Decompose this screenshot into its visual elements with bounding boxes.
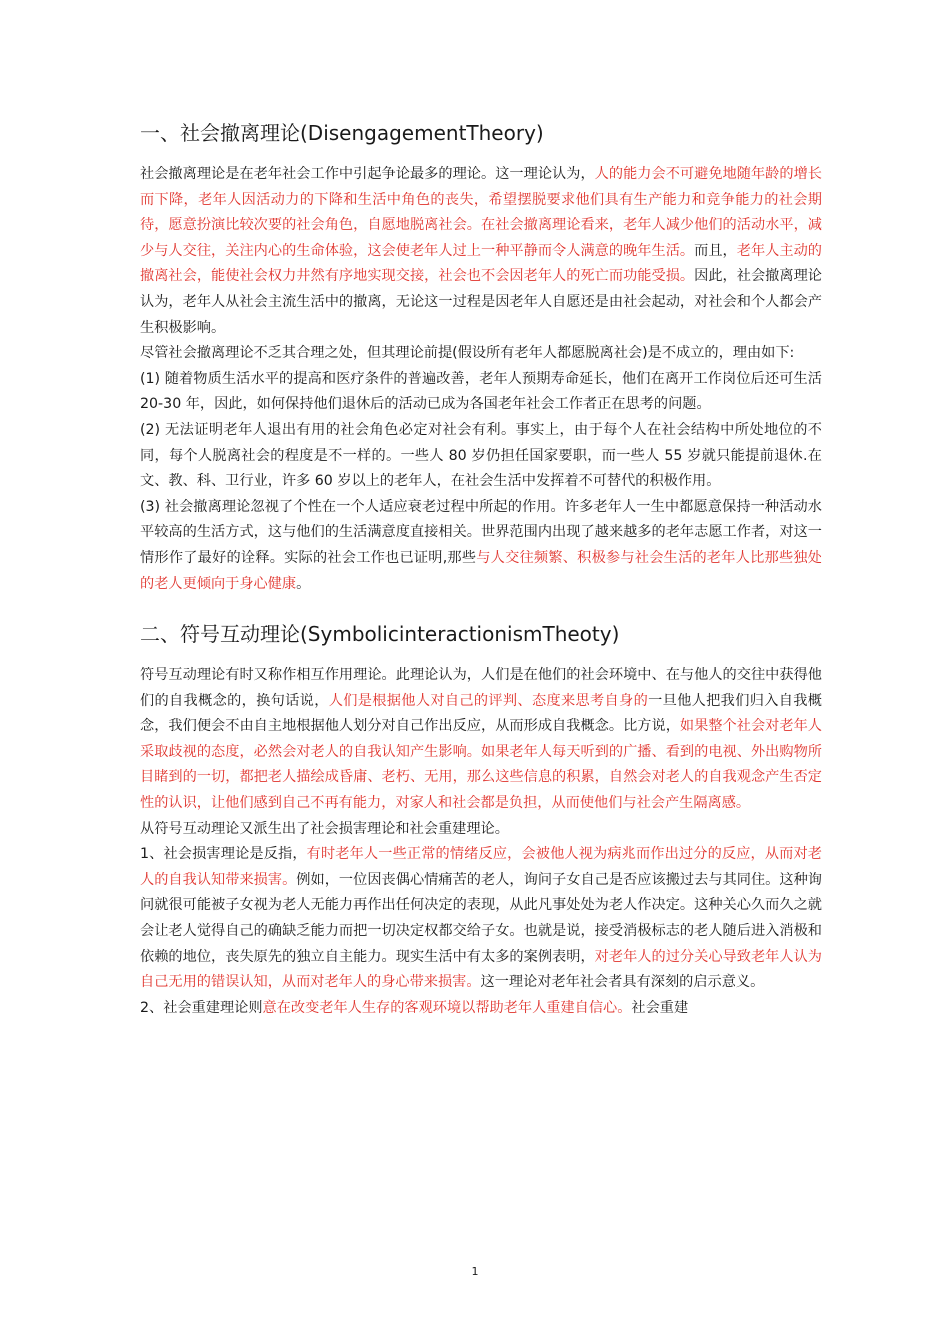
body-text: 1、社会损害理论是反指，: [140, 846, 307, 863]
section2-heading: 二、符号互动理论(SymbolicinteractionismTheoty): [140, 622, 620, 647]
section2-paragraph-2: 从符号互动理论又派生出了社会损害理论和社会重建理论。: [140, 820, 509, 837]
highlighted-text: 老年人主动的撤离社会，能使社会权力井然有序地实现交接，社会也不会因老年人的死亡而功能受损。: [140, 242, 822, 285]
section1-paragraph-1: [140, 162, 822, 341]
body-text: 因此，社会撤离理论认为，老年人从社会主流生活中的撤离，无论这一过程是因老年人自愿还是由社会起动，对社会和个人都会产生积极影响。: [140, 268, 822, 336]
body-text: 而且，: [694, 242, 737, 259]
highlighted-text: 人的能力会不可避免地随年龄的增长而下降，老年人因活动力的下降和生活中角色的丧失，希望摆脱要求他们具有生产能力和竞争能力的社会期待，愿意扮演比较次要的社会角色，自愿地脱离社会。在社会撤离理论看来，老年人减少他们的活动水平，减少与人交往，关注内心的生命体验，这会使老年人过上一种平静而令人满意的晚年生活。: [140, 166, 822, 259]
body-text: (3) 社会撤离理论忽视了个性在一个人适应衰老过程中所起的作用。许多老年人一生中都愿意保持一种活动水平较高的生活方式，这与他们的生活满意度直接相关。世界范围内出现了越来越多的老年志愿工作者，对这一情形作了最好的诠释。实际的社会工作也已证明,那些: [140, 498, 822, 566]
body-text: 社会重建: [631, 999, 689, 1016]
page-content: [140, 118, 822, 1021]
section1-list-item-2: (2) 无法证明老年人退出有用的社会角色必定对社会有利。事实上，由于每个人在社会结构中所处地位的不同，每个人脱离社会的程度是不一样的。一些人 80 岁仍担任国家要职，而一些人 55 岁就只能提前退休.在文、教、科、卫行业，许多 60 岁以上的老年人，在社会生活中发挥着不可替代的积极作用。: [140, 421, 822, 490]
highlighted-text: 与人交往频繁、积极参与社会生活的老年人比那些独处的老人更倾向于身心健康: [140, 549, 822, 592]
page-number: 1: [471, 1265, 479, 1278]
highlighted-text: 意在改变老年人生存的客观环境以帮助老年人重建自信心。: [262, 999, 632, 1016]
body-text: 符号互动理论有时又称作相互作用理论。此理论认为，人们是在他们的社会环境中、在与他人的交往中获得他们的自我概念的，换句话说，: [140, 667, 822, 709]
section1-list-item-3: [140, 495, 822, 597]
section2-paragraph-3: [140, 842, 822, 996]
section1-paragraph-2: 尽管社会撤离理论不乏其合理之处，但其理论前提(假设所有老年人都愿脱离社会)是不成立的，理由如下:: [140, 345, 795, 362]
highlighted-text: 有时老年人一些正常的情绪反应，会被他人视为病兆而作出过分的反应，从而对老人的自我认知带来损害。: [140, 846, 822, 888]
body-text: 社会撤离理论是在老年社会工作中引起争论最多的理论。这一理论认为，: [140, 166, 595, 182]
body-text: 例如，一位因丧偶心情痛苦的老人，询问子女自己是否应该搬过去与其同住。这种询问就很可能被子女视为老人无能力再作出任何决定的表现，从此凡事处处为老人作决定。这种关心久而久之就会让老人觉得自己的确缺乏能力而把一切决定权都交给子女。也就是说，接受消极标志的老人随后进入消极和依赖的地位，丧失原先的独立自主能力。现实生活中有太多的案例表明，: [140, 871, 822, 965]
highlighted-text: 人们是根据他人对自己的评判、态度来思考自身的: [328, 692, 649, 709]
body-text: 这一理论对老年社会者具有深刻的启示意义。: [480, 974, 765, 991]
section1-list-item-1: (1) 随着物质生活水平的提高和医疗条件的普遍改善，老年人预期寿命延长，他们在离开工作岗位后还可生活 20-30 年，因此，如何保持他们退休后的活动已成为各国老年社会工作者正在思考的问题。: [140, 370, 822, 413]
body-text: 。: [296, 575, 311, 592]
highlighted-text: 如果整个社会对老年人采取歧视的态度，必然会对老人的自我认知产生影响。如果老年人每天听到的广播、看到的电视、外出购物所目睹到的一切，都把老人描绘成昏庸、老朽、无用，那么这些信息的积累，自然会对老人的自我观念产生否定性的认识，让他们感到自己不再有能力，对家人和社会都是负担，从而使他们与社会产生隔离感。: [140, 718, 822, 812]
highlighted-text: 对老年人的过分关心导致老年人认为自己无用的错误认知，从而对老年人的身心带来损害。: [140, 948, 822, 991]
body-text: 一旦他人把我们归入自我概念，我们便会不由自主地根据他人划分对自己作出反应，从而形成自我概念。比方说，: [140, 692, 822, 735]
body-text: 2、社会重建理论则: [140, 999, 263, 1016]
section1-heading: 一、社会撤离理论(DisengagementTheory): [140, 121, 544, 145]
section2-paragraph-1: [140, 663, 822, 817]
section2-paragraph-4: [140, 996, 822, 1022]
